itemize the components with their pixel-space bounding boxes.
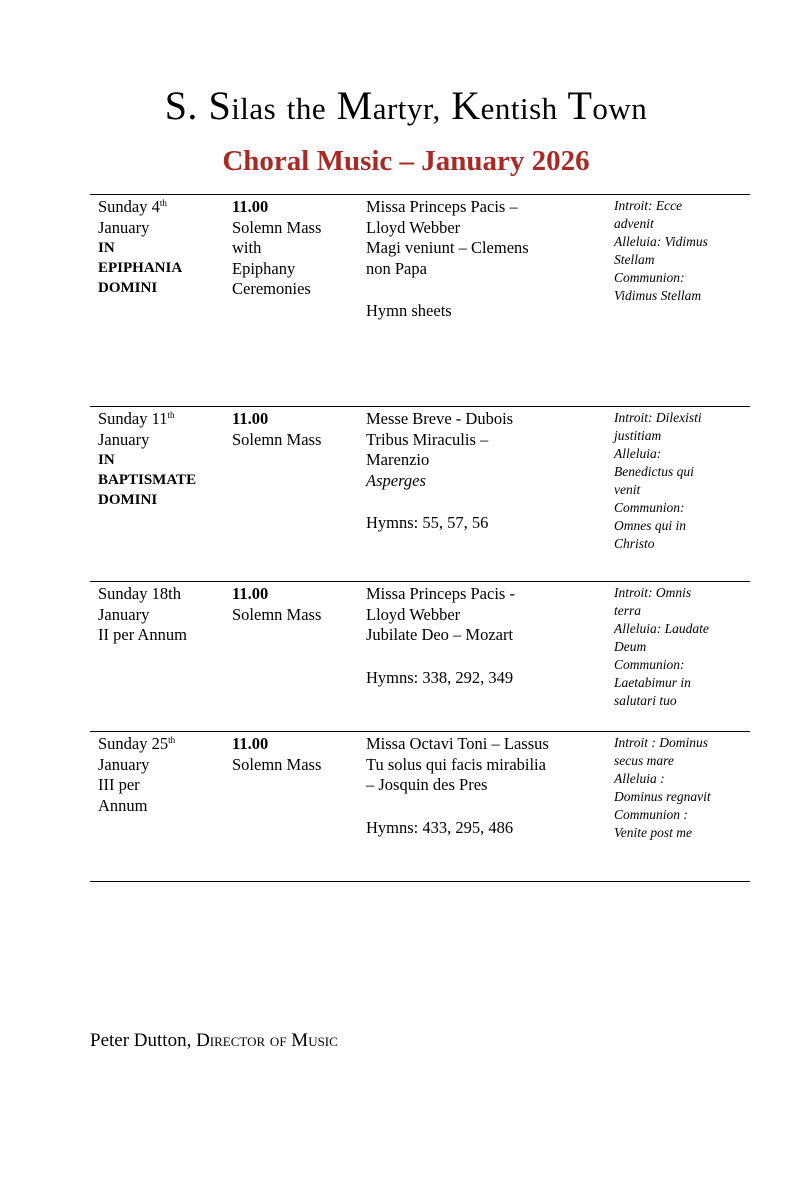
propers-cell: Introit : Dominus secus mare Alleluia : Dominus regnavit Communion : Venite post me	[614, 735, 711, 840]
table-row	[90, 195, 750, 407]
date-cell: Sunday 25th January III per Annum	[98, 734, 176, 815]
title-kentish: Kentish	[451, 83, 558, 128]
date-cell: Sunday 18th January II per Annum	[98, 584, 187, 644]
date-cell: Sunday 4th January IN EPIPHANIA DOMINI	[98, 197, 183, 296]
director-name: Peter Dutton,	[90, 1030, 192, 1051]
hymns-note: Hymn sheets	[366, 301, 452, 320]
service-cell: 11.00 Solemn Mass with Epiphany Ceremonies	[232, 197, 322, 298]
director-signature	[90, 1030, 338, 1052]
table-row	[90, 732, 750, 882]
table-row	[90, 407, 750, 582]
service-cell: 11.00 Solemn Mass	[232, 409, 322, 449]
page-subtitle: Choral Music – January 2026	[222, 145, 590, 177]
hymns-note: Hymns: 433, 295, 486	[366, 817, 514, 837]
hymns-note: Hymns: 338, 292, 349	[366, 667, 514, 687]
schedule-table	[90, 194, 750, 882]
title-martyr: Martyr,	[336, 83, 441, 128]
propers-cell: Introit: Dilexisti justitiam Alleluia: Benedictus qui venit Communion: Omnes qui in Christo	[614, 410, 702, 551]
service-cell: 11.00 Solemn Mass	[232, 734, 322, 774]
title-town: Town	[567, 83, 648, 128]
table-row	[90, 582, 750, 732]
title-silas: Silas	[208, 83, 277, 128]
music-cell: Missa Princeps Pacis – Lloyd Webber Magi veniunt – Clemens non Papa Hymn sheets	[366, 195, 614, 407]
date-cell: Sunday 11th January IN BAPTISMATE DOMINI	[98, 409, 197, 508]
music-cell: Missa Princeps Pacis - Lloyd Webber Jubilate Deo – Mozart Hymns: 338, 292, 349	[366, 582, 614, 732]
page-title	[0, 82, 812, 129]
music-cell: Missa Octavi Toni – Lassus Tu solus qui facis mirabilia – Josquin des Pres Hymns: 433, 295, 486	[366, 732, 614, 882]
title-the: the	[286, 91, 327, 126]
propers-cell: Introit: Omnis terra Alleluia: Laudate Deum Communion: Laetabimur in salutari tuo	[614, 585, 709, 708]
director-role: Director of Music	[196, 1030, 338, 1051]
title-s: S.	[164, 83, 198, 128]
propers-cell: Introit: Ecce advenit Alleluia: Vidimus Stellam Communion: Vidimus Stellam	[614, 198, 708, 303]
hymns-note: Hymns: 55, 57, 56	[366, 513, 489, 532]
service-cell: 11.00 Solemn Mass	[232, 584, 322, 624]
music-cell: Messe Breve - Dubois Tribus Miraculis – Marenzio Asperges Hymns: 55, 57, 56	[366, 407, 614, 582]
